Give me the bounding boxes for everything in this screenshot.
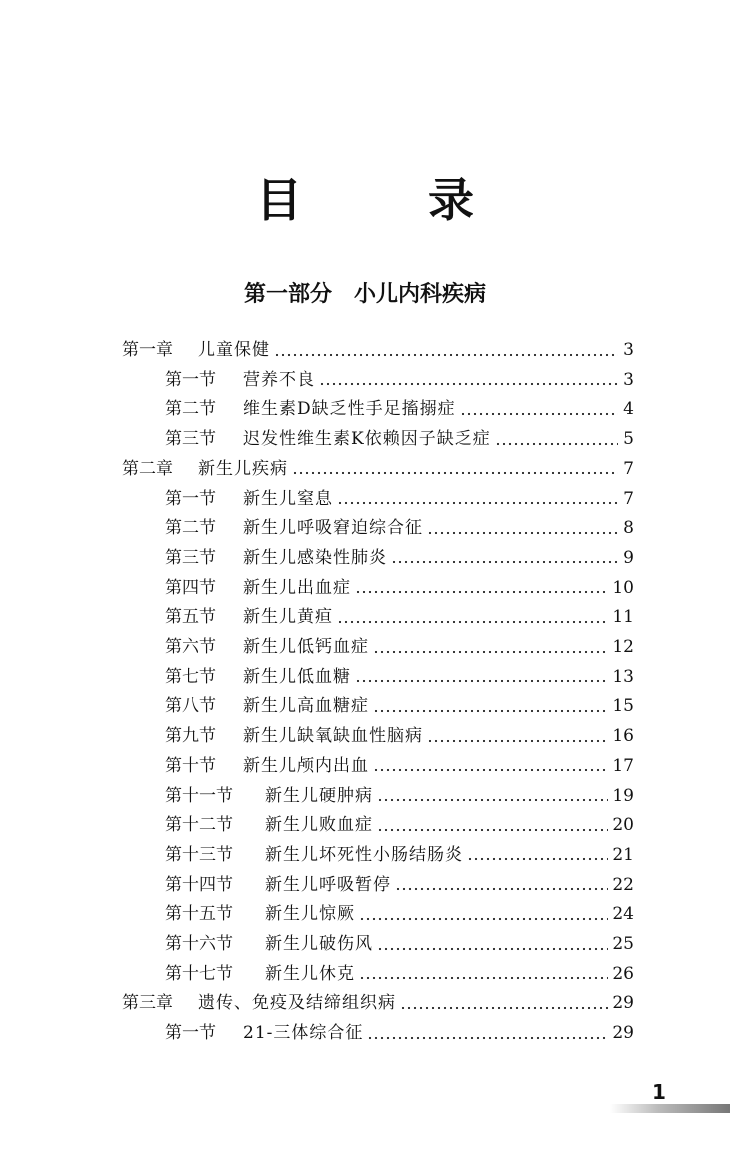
dot-leader [373, 765, 608, 775]
toc-entry-title: 新生儿出血症 [243, 577, 351, 598]
toc-entry-number: 第十三节 [165, 844, 233, 865]
toc-entry-number: 第三章 [122, 993, 173, 1014]
dot-leader [373, 705, 608, 715]
toc-entry-number: 第十二节 [165, 815, 233, 836]
toc-entry-page: 16 [612, 726, 634, 747]
toc-entry-page: 3 [623, 340, 634, 360]
toc-entry-title: 新生儿惊厥 [265, 904, 355, 925]
toc-entry-page: 15 [612, 696, 634, 717]
toc-entry-page: 5 [623, 429, 634, 450]
toc-entry-page: 3 [623, 369, 634, 390]
dot-leader [319, 379, 618, 389]
part-heading [0, 280, 730, 310]
toc-entry-title: 新生儿破伤风 [265, 934, 373, 954]
toc-entry-page: 24 [612, 904, 634, 925]
toc-section-entry[interactable] [165, 929, 634, 959]
toc-section-entry[interactable] [165, 513, 634, 543]
toc-entry-page: 22 [612, 874, 634, 895]
toc-entry-number: 第十五节 [165, 904, 233, 925]
toc-section-entry[interactable] [165, 424, 634, 454]
dot-leader [359, 973, 608, 983]
toc-entry-page: 7 [623, 458, 634, 479]
toc-entry-number: 第八节 [165, 696, 216, 717]
toc-entry-page: 25 [612, 934, 634, 954]
toc-chapter-entry[interactable] [122, 454, 634, 484]
toc-entry-number: 第十七节 [165, 963, 233, 984]
dot-leader [427, 527, 618, 537]
toc-entry-title: 新生儿缺氧缺血性脑病 [243, 726, 423, 747]
toc-entry-number: 第七节 [165, 666, 216, 687]
dot-leader [359, 913, 608, 923]
dot-leader [377, 943, 608, 953]
dot-leader [377, 824, 608, 834]
dot-leader [367, 1032, 608, 1042]
dot-leader [400, 1002, 608, 1012]
toc-entry-number: 第六节 [165, 637, 216, 657]
toc-entry-page: 26 [612, 963, 634, 984]
toc-entry-number: 第十六节 [165, 934, 233, 954]
toc-section-entry[interactable] [165, 543, 634, 573]
dot-leader [460, 408, 618, 418]
toc-entry-number: 第五节 [165, 607, 216, 628]
dot-leader [337, 498, 618, 508]
toc-entry-page: 29 [612, 993, 634, 1014]
toc-chapter-entry[interactable] [122, 335, 634, 365]
dot-leader [274, 349, 618, 359]
toc-entry-number: 第十节 [165, 755, 216, 776]
toc-section-entry[interactable] [165, 484, 634, 514]
toc-section-entry[interactable] [165, 751, 634, 781]
toc-entry-title: 新生儿颅内出血 [243, 755, 369, 776]
toc-entry-number: 第三节 [165, 547, 216, 568]
toc-section-entry[interactable] [165, 573, 634, 603]
toc-entry-number: 第三节 [165, 429, 216, 450]
toc-section-entry[interactable] [165, 394, 634, 424]
toc-section-entry[interactable] [165, 959, 634, 989]
dot-leader [495, 438, 618, 448]
toc-entry-number: 第十一节 [165, 785, 233, 806]
toc-section-entry[interactable] [165, 840, 634, 870]
toc-entry-title: 新生儿窒息 [243, 488, 333, 509]
toc-entry-title: 新生儿硬肿病 [265, 785, 373, 806]
toc-entry-title: 新生儿感染性肺炎 [243, 547, 387, 568]
toc-entry-title: 遗传、免疫及结缔组织病 [198, 993, 396, 1014]
dot-leader [427, 735, 608, 745]
toc-entry-number: 第二节 [165, 399, 216, 420]
toc-entry-title: 迟发性维生素K依赖因子缺乏症 [243, 429, 491, 450]
toc-section-entry[interactable] [165, 691, 634, 721]
toc-section-entry[interactable] [165, 810, 634, 840]
toc-entry-page: 19 [612, 785, 634, 806]
toc-section-entry[interactable] [165, 632, 634, 662]
toc-entry-title: 新生儿疾病 [198, 458, 288, 479]
toc-title: 目 录 [256, 173, 514, 227]
dot-leader [377, 795, 608, 805]
dot-leader [373, 646, 608, 656]
toc-entry-number: 第一章 [122, 340, 173, 360]
part-label: 第一部分 [243, 282, 332, 307]
toc-entry-number: 第四节 [165, 577, 216, 598]
dot-leader [355, 676, 608, 686]
toc-entry-page: 17 [612, 755, 634, 776]
dot-leader [355, 587, 608, 597]
toc-section-entry[interactable] [165, 1018, 634, 1048]
toc-section-entry[interactable] [165, 365, 634, 395]
part-name: 小儿内科疾病 [354, 282, 487, 307]
dot-leader [292, 468, 618, 478]
dot-leader [391, 557, 618, 567]
toc-section-entry[interactable] [165, 899, 634, 929]
toc-entry-page: 11 [612, 607, 634, 628]
toc-entry-page: 8 [623, 518, 634, 539]
toc-entry-page: 9 [623, 547, 634, 568]
toc-section-entry[interactable] [165, 602, 634, 632]
dot-leader [337, 616, 608, 626]
toc-section-entry[interactable] [165, 662, 634, 692]
toc-entry-number: 第二节 [165, 518, 216, 539]
toc-entry-title: 新生儿高血糖症 [243, 696, 369, 717]
toc-entry-number: 第一节 [165, 488, 216, 509]
toc-section-entry[interactable] [165, 781, 634, 811]
toc-section-entry[interactable] [165, 721, 634, 751]
toc-entry-title: 新生儿黄疸 [243, 607, 333, 628]
dot-leader [467, 854, 608, 864]
toc-chapter-entry[interactable] [122, 988, 634, 1018]
toc-entry-number: 第一节 [165, 369, 216, 390]
toc-entry-title: 营养不良 [243, 369, 315, 390]
toc-entry-page: 20 [612, 815, 634, 836]
toc-entry-title: 新生儿低血糖 [243, 666, 351, 687]
toc-entry-number: 第十四节 [165, 874, 233, 895]
toc-entry-title: 新生儿败血症 [265, 815, 373, 836]
dot-leader [395, 884, 608, 894]
toc-entry-title: 儿童保健 [198, 340, 270, 360]
toc-entry-number: 第一节 [165, 1023, 216, 1044]
page-number-bar [610, 1104, 730, 1113]
toc-entry-page: 10 [612, 577, 634, 598]
toc-entry-number: 第二章 [122, 458, 173, 479]
toc-entry-page: 13 [612, 666, 634, 687]
toc-entry-title: 新生儿低钙血症 [243, 637, 369, 657]
toc-entry-page: 4 [623, 399, 634, 420]
toc-entry-number: 第九节 [165, 726, 216, 747]
toc-entry-page: 21 [612, 844, 634, 865]
toc-entry-title: 新生儿呼吸暂停 [265, 874, 391, 895]
toc-entry-page: 12 [612, 637, 634, 657]
toc-entry-page: 7 [623, 488, 634, 509]
toc-entry-title: 新生儿休克 [265, 963, 355, 984]
toc-section-entry[interactable] [165, 870, 634, 900]
toc-entry-title: 新生儿坏死性小肠结肠炎 [265, 844, 463, 865]
toc-entry-page: 29 [612, 1023, 634, 1044]
page-number: 1 [652, 1080, 666, 1104]
toc-entry-title: 维生素D缺乏性手足搐搦症 [243, 399, 456, 420]
toc-entry-title: 21-三体综合征 [243, 1023, 364, 1044]
toc-entry-title: 新生儿呼吸窘迫综合征 [243, 518, 423, 539]
